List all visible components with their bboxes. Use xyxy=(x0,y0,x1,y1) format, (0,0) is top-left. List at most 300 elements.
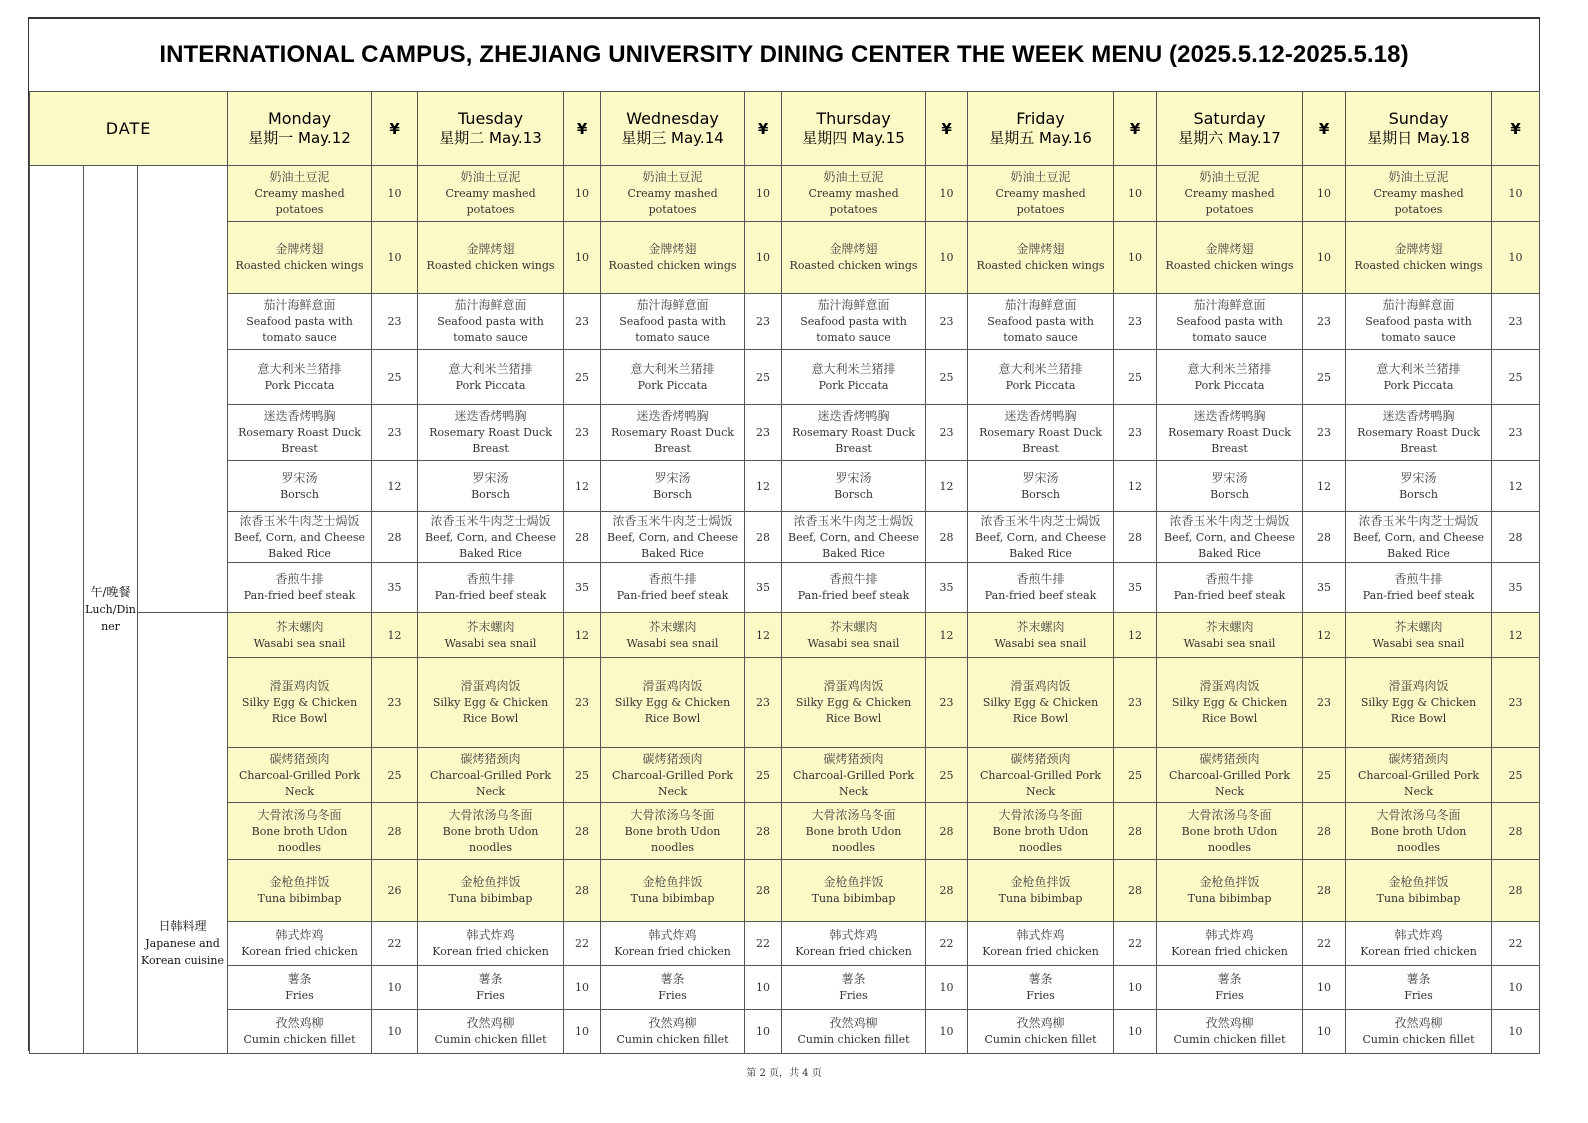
dish-name-cn: 金枪鱼拌饭 xyxy=(460,875,521,889)
dish-name-en: Charcoal-Grilled Pork Neck xyxy=(612,768,734,798)
dish-name-en: Pan-fried beef steak xyxy=(797,589,910,602)
date-header-cell xyxy=(30,92,228,166)
dish-cell xyxy=(1157,613,1303,658)
dish-name-en: Wasabi sea snail xyxy=(807,636,900,650)
dish-cell xyxy=(782,966,926,1010)
price-cell: 28 xyxy=(372,803,418,860)
dish-name-en: Beef, Corn, and Cheese Baked Rice xyxy=(1164,530,1296,560)
dish-name-cn: 芥末螺肉 xyxy=(829,619,878,634)
dish-name-en: Seafood pasta with tomato sauce xyxy=(987,315,1094,344)
price-cell: 22 xyxy=(1114,922,1157,966)
price-cell: 25 xyxy=(926,748,968,803)
dish-name-cn: 奶油土豆泥 xyxy=(823,170,884,184)
dish-name-cn: 碳烤猪颈肉 xyxy=(460,751,521,766)
dish-name-cn: 碳烤猪颈肉 xyxy=(823,751,884,766)
dish-name-cn: 奶油土豆泥 xyxy=(1199,170,1260,184)
dish-name-en: Borsch xyxy=(1021,487,1060,501)
dish-cell xyxy=(601,803,745,860)
price-cell: 23 xyxy=(1303,294,1346,350)
yen-symbol: ¥ xyxy=(1129,120,1141,138)
header-row xyxy=(30,92,1540,166)
dish-name-en: Wasabi sea snail xyxy=(626,636,719,650)
dish-name-en: Korean fried chicken xyxy=(432,945,549,958)
price-cell: 10 xyxy=(372,166,418,222)
day-header-sunday xyxy=(1346,92,1492,166)
dish-name-en: Cumin chicken fillet xyxy=(984,1033,1097,1046)
dish-name-cn: 金牌烤翅 xyxy=(1016,242,1065,256)
dish-name-en: Seafood pasta with tomato sauce xyxy=(437,315,544,344)
price-cell: 25 xyxy=(372,748,418,803)
dish-name-cn: 香煎牛排 xyxy=(829,572,878,586)
dish-name-cn: 奶油土豆泥 xyxy=(642,170,703,184)
dish-name-en: Rosemary Roast Duck Breast xyxy=(611,426,734,455)
price-cell: 35 xyxy=(372,563,418,613)
dish-cell xyxy=(228,748,372,803)
day-name: Thursday xyxy=(816,109,891,128)
dish-name-en: Bone broth Udon noodles xyxy=(805,824,902,854)
dish-name-en: Cumin chicken fillet xyxy=(1362,1033,1475,1046)
dish-name-cn: 孜然鸡柳 xyxy=(829,1016,878,1030)
price-cell: 12 xyxy=(1303,613,1346,658)
dish-name-cn: 韩式炸鸡 xyxy=(829,928,878,942)
price-cell: 10 xyxy=(926,966,968,1010)
dish-name-en: Fries xyxy=(1404,989,1433,1002)
price-cell: 23 xyxy=(372,405,418,461)
dish-name-en: Rosemary Roast Duck Breast xyxy=(429,426,552,455)
dish-name-en: Pork Piccata xyxy=(1383,378,1454,392)
dish-name-en: Wasabi sea snail xyxy=(444,636,537,650)
price-cell: 23 xyxy=(1303,658,1346,748)
dish-name-en: Wasabi sea snail xyxy=(994,636,1087,650)
day-header-tuesday xyxy=(418,92,564,166)
dish-name-en: Pan-fried beef steak xyxy=(984,589,1097,602)
dish-name-en: Seafood pasta with tomato sauce xyxy=(800,315,907,344)
price-cell: 25 xyxy=(564,748,601,803)
price-cell: 35 xyxy=(745,563,782,613)
dish-cell xyxy=(228,461,372,512)
dish-cell xyxy=(601,512,745,563)
dish-cell xyxy=(1157,405,1303,461)
day-header-friday xyxy=(968,92,1114,166)
price-cell: 10 xyxy=(1114,166,1157,222)
price-cell: 10 xyxy=(1492,966,1540,1010)
dish-name-en: Tuna bibimbap xyxy=(257,892,342,905)
price-cell: 23 xyxy=(1492,294,1540,350)
dish-name-en: Korean fried chicken xyxy=(241,945,358,958)
dish-name-cn: 金牌烤翅 xyxy=(1205,242,1254,256)
dish-row xyxy=(30,966,1540,1010)
yen-symbol: ¥ xyxy=(941,120,952,138)
dish-name-en: Charcoal-Grilled Pork Neck xyxy=(1358,768,1480,798)
dish-name-en: Fries xyxy=(285,989,314,1002)
dish-name-cn: 薯条 xyxy=(478,972,503,986)
day-header-monday xyxy=(228,92,372,166)
price-cell: 23 xyxy=(1114,294,1157,350)
dish-name-cn: 香煎牛排 xyxy=(1016,572,1065,586)
price-cell: 23 xyxy=(1114,405,1157,461)
dish-name-cn: 碳烤猪颈肉 xyxy=(642,751,703,766)
dish-cell xyxy=(601,613,745,658)
dish-name-cn: 金枪鱼拌饭 xyxy=(642,875,703,889)
price-cell: 28 xyxy=(745,860,782,922)
dish-row xyxy=(30,613,1540,658)
dish-cell xyxy=(968,966,1114,1010)
dish-name-en: Bone broth Udon noodles xyxy=(251,824,348,854)
dish-name-en: Pork Piccata xyxy=(264,378,335,392)
dish-cell xyxy=(601,222,745,294)
dish-name-cn: 金枪鱼拌饭 xyxy=(823,875,884,889)
dish-name-en: Creamy mashed potatoes xyxy=(808,187,899,216)
dish-name-en: Tuna bibimbap xyxy=(630,892,715,905)
dish-name-cn: 孜然鸡柳 xyxy=(1394,1016,1443,1030)
dish-cell xyxy=(601,461,745,512)
dish-name-cn: 芥末螺肉 xyxy=(466,619,515,634)
dish-name-cn: 意大利米兰猪排 xyxy=(811,361,896,376)
dish-name-cn: 薯条 xyxy=(287,972,312,986)
dish-cell xyxy=(228,803,372,860)
dish-cell xyxy=(418,613,564,658)
dish-name-cn: 迷迭香烤鸭胸 xyxy=(817,409,890,423)
dish-name-en: Creamy mashed potatoes xyxy=(1184,187,1275,216)
price-cell: 25 xyxy=(1492,350,1540,405)
dish-cell xyxy=(601,294,745,350)
price-cell: 10 xyxy=(1114,1010,1157,1054)
dish-name-cn: 浓香玉米牛肉芝士焗饭 xyxy=(1358,513,1479,528)
yen-header xyxy=(372,92,418,166)
price-cell: 10 xyxy=(1492,1010,1540,1054)
dish-name-cn: 韩式炸鸡 xyxy=(466,928,515,942)
price-cell: 12 xyxy=(1492,461,1540,512)
price-cell: 10 xyxy=(1303,166,1346,222)
day-date: 星期一 May.12 xyxy=(248,129,351,147)
price-cell: 23 xyxy=(926,294,968,350)
dish-cell xyxy=(1346,966,1492,1010)
price-cell: 28 xyxy=(745,512,782,563)
dish-cell xyxy=(1346,1010,1492,1054)
price-cell: 25 xyxy=(1114,350,1157,405)
price-cell: 25 xyxy=(926,350,968,405)
japanese-korean-section-cell xyxy=(138,613,228,1054)
dish-cell xyxy=(782,563,926,613)
price-cell: 10 xyxy=(1492,166,1540,222)
dish-cell xyxy=(601,922,745,966)
dish-cell xyxy=(782,803,926,860)
dish-cell xyxy=(1346,461,1492,512)
dish-cell xyxy=(1157,166,1303,222)
day-name: Friday xyxy=(1016,109,1065,128)
dish-name-cn: 罗宋汤 xyxy=(281,470,318,485)
dish-cell xyxy=(968,166,1114,222)
dish-cell xyxy=(601,1010,745,1054)
dish-cell xyxy=(782,405,926,461)
dish-cell xyxy=(228,658,372,748)
price-cell: 10 xyxy=(926,166,968,222)
dish-name-en: Fries xyxy=(1026,989,1055,1002)
dish-cell xyxy=(968,461,1114,512)
price-cell: 12 xyxy=(1492,613,1540,658)
dish-cell xyxy=(1157,748,1303,803)
dish-cell xyxy=(1346,803,1492,860)
price-cell: 12 xyxy=(372,461,418,512)
dish-cell xyxy=(968,860,1114,922)
day-header-wednesday xyxy=(601,92,745,166)
dish-name-cn: 金牌烤翅 xyxy=(648,242,697,256)
dish-name-cn: 浓香玉米牛肉芝士焗饭 xyxy=(239,513,360,528)
dish-name-en: Seafood pasta with tomato sauce xyxy=(619,315,726,344)
dish-name-en: Cumin chicken fillet xyxy=(434,1033,547,1046)
dish-name-en: Rosemary Roast Duck Breast xyxy=(792,426,915,455)
price-cell: 28 xyxy=(926,512,968,563)
dish-cell xyxy=(418,658,564,748)
dish-name-en: Beef, Corn, and Cheese Baked Rice xyxy=(975,530,1107,560)
price-cell: 25 xyxy=(564,350,601,405)
dish-cell xyxy=(968,222,1114,294)
price-cell: 10 xyxy=(926,1010,968,1054)
dish-cell xyxy=(418,922,564,966)
price-cell: 25 xyxy=(745,350,782,405)
dish-name-cn: 金枪鱼拌饭 xyxy=(1388,875,1449,889)
price-cell: 28 xyxy=(1114,803,1157,860)
dish-name-en: Pan-fried beef steak xyxy=(243,589,356,602)
dish-name-en: Silky Egg & Chicken Rice Bowl xyxy=(982,696,1099,725)
dish-name-cn: 滑蛋鸡肉饭 xyxy=(1010,679,1071,693)
dish-name-cn: 金枪鱼拌饭 xyxy=(269,875,330,889)
dish-row xyxy=(30,748,1540,803)
dish-name-en: Creamy mashed potatoes xyxy=(1373,187,1464,216)
dish-name-en: Tuna bibimbap xyxy=(448,892,533,905)
dish-cell xyxy=(1157,461,1303,512)
dish-name-cn: 罗宋汤 xyxy=(654,470,691,485)
day-header-thursday xyxy=(782,92,926,166)
dish-cell xyxy=(228,512,372,563)
dish-name-cn: 香煎牛排 xyxy=(1205,572,1254,586)
price-cell: 12 xyxy=(1303,461,1346,512)
dish-cell xyxy=(418,966,564,1010)
dish-name-cn: 孜然鸡柳 xyxy=(275,1016,324,1030)
dish-name-cn: 茄汁海鲜意面 xyxy=(817,298,890,312)
price-cell: 10 xyxy=(564,966,601,1010)
page-title: INTERNATIONAL CAMPUS, ZHEJIANG UNIVERSITY DINING CENTER THE WEEK MENU (2025.5.12-2025.5.18) xyxy=(159,41,1409,68)
dish-name-en: Borsch xyxy=(1210,487,1249,501)
dish-cell xyxy=(228,922,372,966)
dish-cell xyxy=(1346,658,1492,748)
dish-name-en: Cumin chicken fillet xyxy=(797,1033,910,1046)
dish-cell xyxy=(418,748,564,803)
dish-name-en: Roasted chicken wings xyxy=(235,259,364,272)
dish-name-cn: 滑蛋鸡肉饭 xyxy=(823,679,884,693)
dish-cell xyxy=(1157,922,1303,966)
price-cell: 12 xyxy=(745,613,782,658)
dish-cell xyxy=(782,461,926,512)
price-cell: 10 xyxy=(745,166,782,222)
price-cell: 28 xyxy=(1114,860,1157,922)
dish-name-en: Creamy mashed potatoes xyxy=(445,187,536,216)
dish-cell xyxy=(601,350,745,405)
dish-cell xyxy=(1157,294,1303,350)
dish-cell xyxy=(1346,613,1492,658)
day-name: Monday xyxy=(267,109,332,128)
dish-name-en: Borsch xyxy=(834,487,873,501)
dish-name-en: Roasted chicken wings xyxy=(789,259,918,272)
dish-name-cn: 碳烤猪颈肉 xyxy=(1010,751,1071,766)
dish-name-cn: 香煎牛排 xyxy=(275,572,324,586)
dish-name-en: Creamy mashed potatoes xyxy=(627,187,718,216)
dish-name-en: Korean fried chicken xyxy=(982,945,1099,958)
dish-name-en: Roasted chicken wings xyxy=(1354,259,1483,272)
dish-name-en: Wasabi sea snail xyxy=(1372,636,1465,650)
dish-cell xyxy=(968,350,1114,405)
dish-name-cn: 滑蛋鸡肉饭 xyxy=(1388,679,1449,693)
dish-name-cn: 韩式炸鸡 xyxy=(1205,928,1254,942)
price-cell: 28 xyxy=(1492,512,1540,563)
dish-name-cn: 奶油土豆泥 xyxy=(1388,170,1449,184)
dish-name-en: Bone broth Udon noodles xyxy=(442,824,539,854)
dish-name-en: Fries xyxy=(1215,989,1244,1002)
dish-name-cn: 芥末螺肉 xyxy=(1394,619,1443,634)
dish-name-cn: 碳烤猪颈肉 xyxy=(269,751,330,766)
dish-name-en: Tuna bibimbap xyxy=(1376,892,1461,905)
dish-cell xyxy=(968,748,1114,803)
dish-name-en: Beef, Corn, and Cheese Baked Rice xyxy=(1353,530,1485,560)
price-cell: 10 xyxy=(564,1010,601,1054)
price-cell: 26 xyxy=(372,860,418,922)
western-section-cell xyxy=(138,166,228,613)
dish-name-cn: 大骨浓汤乌冬面 xyxy=(1376,807,1461,822)
price-cell: 28 xyxy=(926,860,968,922)
dish-name-cn: 迷迭香烤鸭胸 xyxy=(454,409,527,423)
dish-name-cn: 罗宋汤 xyxy=(835,470,872,485)
price-cell: 28 xyxy=(1114,512,1157,563)
dish-name-cn: 大骨浓汤乌冬面 xyxy=(998,807,1083,822)
price-cell: 10 xyxy=(745,222,782,294)
dish-cell xyxy=(418,294,564,350)
price-cell: 10 xyxy=(564,222,601,294)
dish-name-en: Pan-fried beef steak xyxy=(616,589,729,602)
dish-name-cn: 韩式炸鸡 xyxy=(648,928,697,942)
day-name: Wednesday xyxy=(626,109,719,128)
dish-cell xyxy=(228,563,372,613)
meal-label-en: Luch/Din xyxy=(85,603,136,616)
title-bar xyxy=(29,19,1539,93)
price-cell: 23 xyxy=(564,294,601,350)
menu-body xyxy=(30,92,1540,1054)
dish-row xyxy=(30,512,1540,563)
dish-name-cn: 薯条 xyxy=(660,972,685,986)
dish-name-en: Fries xyxy=(476,989,505,1002)
price-cell: 25 xyxy=(1303,748,1346,803)
dish-name-cn: 迷迭香烤鸭胸 xyxy=(263,409,336,423)
dish-name-cn: 香煎牛排 xyxy=(466,572,515,586)
yen-header xyxy=(1114,92,1157,166)
dish-cell xyxy=(418,860,564,922)
dish-name-cn: 意大利米兰猪排 xyxy=(1376,361,1461,376)
price-cell: 28 xyxy=(926,803,968,860)
dish-row xyxy=(30,658,1540,748)
dish-name-en: Beef, Corn, and Cheese Baked Rice xyxy=(788,530,920,560)
dish-name-en: Cumin chicken fillet xyxy=(243,1033,356,1046)
yen-header xyxy=(926,92,968,166)
dish-name-en: Borsch xyxy=(653,487,692,501)
dish-cell xyxy=(968,613,1114,658)
yen-header xyxy=(564,92,601,166)
day-date: 星期六 May.17 xyxy=(1178,129,1281,147)
dish-name-en: Beef, Corn, and Cheese Baked Rice xyxy=(607,530,739,560)
dish-name-en: Creamy mashed potatoes xyxy=(254,187,345,216)
dish-name-en: Borsch xyxy=(280,487,319,501)
price-cell: 35 xyxy=(564,563,601,613)
dish-name-cn: 碳烤猪颈肉 xyxy=(1388,751,1449,766)
price-cell: 22 xyxy=(372,922,418,966)
price-cell: 22 xyxy=(564,922,601,966)
dish-cell xyxy=(782,294,926,350)
dish-name-en: Pan-fried beef steak xyxy=(434,589,547,602)
dish-name-cn: 碳烤猪颈肉 xyxy=(1199,751,1260,766)
dish-cell xyxy=(1346,294,1492,350)
dish-name-en: Rosemary Roast Duck Breast xyxy=(1168,426,1291,455)
dish-name-en: Tuna bibimbap xyxy=(811,892,896,905)
price-cell: 35 xyxy=(1492,563,1540,613)
dish-row xyxy=(30,563,1540,613)
price-cell: 25 xyxy=(745,748,782,803)
price-cell: 25 xyxy=(1492,748,1540,803)
dish-name-en: Pork Piccata xyxy=(1005,378,1076,392)
price-cell: 10 xyxy=(1114,222,1157,294)
dish-name-cn: 迷迭香烤鸭胸 xyxy=(1382,409,1455,423)
dish-name-cn: 金枪鱼拌饭 xyxy=(1010,875,1071,889)
price-cell: 25 xyxy=(1114,748,1157,803)
day-date: 星期日 May.18 xyxy=(1367,129,1470,147)
dish-cell xyxy=(968,1010,1114,1054)
dish-name-cn: 香煎牛排 xyxy=(648,572,697,586)
dish-name-cn: 薯条 xyxy=(841,972,866,986)
dish-cell xyxy=(601,166,745,222)
section-label-en-cont: Korean cuisine xyxy=(141,954,224,967)
dish-name-cn: 罗宋汤 xyxy=(1211,470,1248,485)
price-cell: 22 xyxy=(745,922,782,966)
day-header-saturday xyxy=(1157,92,1303,166)
dish-cell xyxy=(601,563,745,613)
dish-cell xyxy=(782,922,926,966)
date-header: DATE xyxy=(105,119,152,138)
meal-label-en-cont: ner xyxy=(101,620,120,633)
dish-cell xyxy=(1157,860,1303,922)
dish-row xyxy=(30,860,1540,922)
dish-name-cn: 金牌烤翅 xyxy=(275,242,324,256)
price-cell: 12 xyxy=(745,461,782,512)
dish-name-en: Rosemary Roast Duck Breast xyxy=(238,426,361,455)
price-cell: 23 xyxy=(1114,658,1157,748)
dish-name-en: Bone broth Udon noodles xyxy=(992,824,1089,854)
dish-name-en: Borsch xyxy=(1399,487,1438,501)
dish-cell xyxy=(1346,350,1492,405)
dish-cell xyxy=(418,461,564,512)
yen-symbol: ¥ xyxy=(1510,120,1521,138)
dish-name-cn: 大骨浓汤乌冬面 xyxy=(811,807,896,822)
price-cell: 23 xyxy=(372,294,418,350)
dish-cell xyxy=(418,803,564,860)
price-cell: 12 xyxy=(926,461,968,512)
dish-cell xyxy=(1346,405,1492,461)
dish-name-cn: 孜然鸡柳 xyxy=(466,1016,515,1030)
dish-cell xyxy=(968,512,1114,563)
price-cell: 28 xyxy=(372,512,418,563)
dish-name-cn: 意大利米兰猪排 xyxy=(257,361,342,376)
dish-name-cn: 意大利米兰猪排 xyxy=(630,361,715,376)
dish-cell xyxy=(228,966,372,1010)
dish-cell xyxy=(782,658,926,748)
yen-header xyxy=(1492,92,1540,166)
dish-cell xyxy=(1346,512,1492,563)
